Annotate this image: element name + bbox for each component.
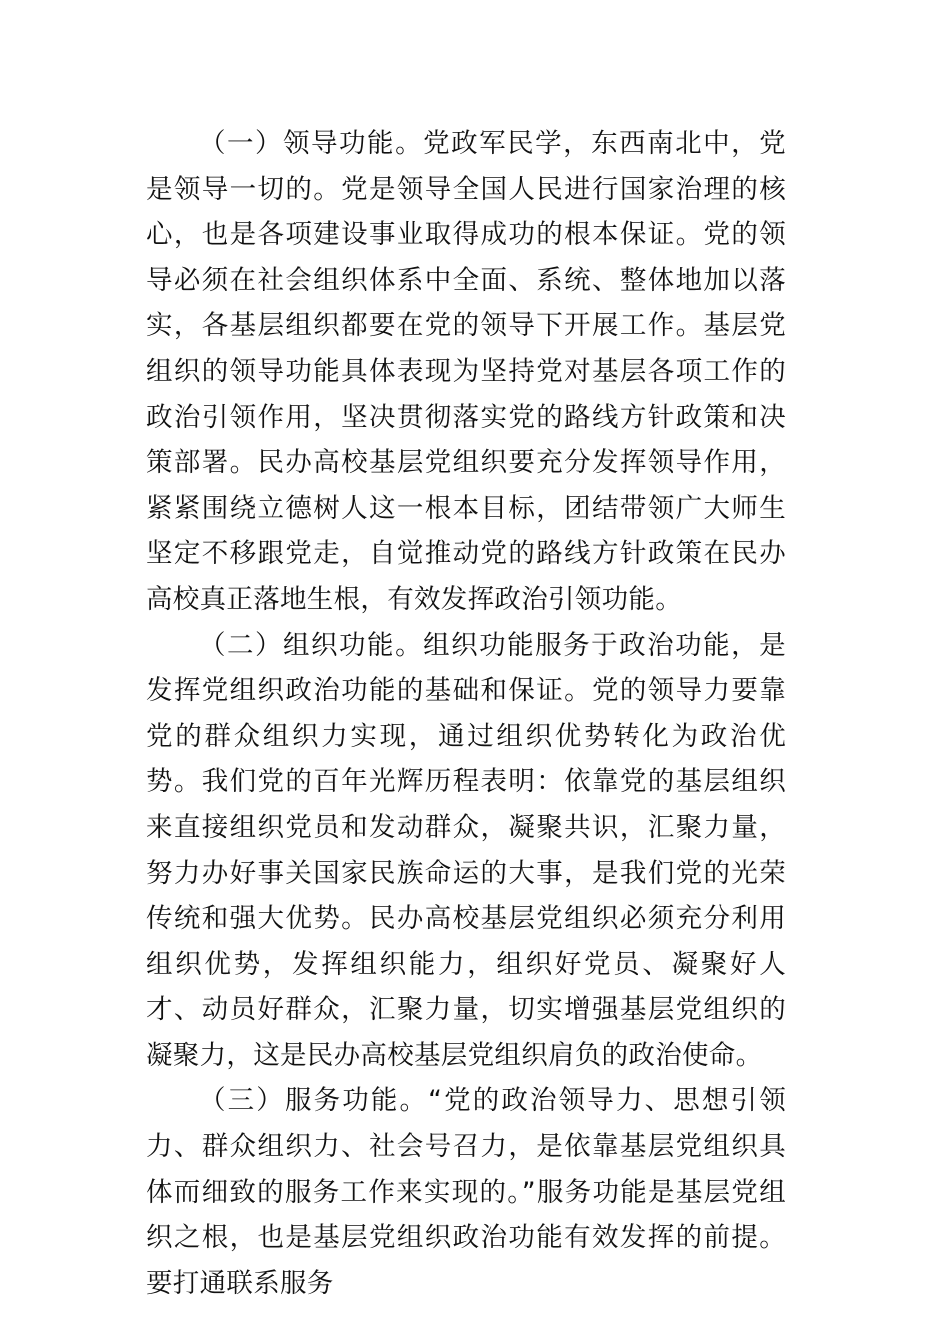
paragraph-organization-function: （二）组织功能。组织功能服务于政治功能，是发挥党组织政治功能的基础和保证。党的领导力要靠党的群众组织力实现，通过组织优势转化为政治优势。我们党的百年光辉历程表明：依靠党的基层组织来直接组织党员和发动群众，凝聚共识，汇聚力量，努力办好事关国家民族命运的大事，是我们党的光荣传统和强大优势。民办高校基层党组织必须充分利用组织优势，发挥组织能力，组织好党员、凝聚好人才、动员好群众，汇聚力量，切实增强基层党组织的凝聚力，这是民办高校基层党组织肩负的政治使命。 (146, 629, 786, 1071)
body-text (146, 121, 786, 1306)
paragraph-service-function: （三）服务功能。“党的政治领导力、思想引领力、群众组织力、社会号召力，是依靠基层党组织具体而细致的服务工作来实现的。”服务功能是基层党组织之根，也是基层党组织政治功能有效发挥的前提。要打通联系服务 (146, 1085, 786, 1299)
paragraph-leadership-function: （一）领导功能。党政军民学，东西南北中，党是领导一切的。党是领导全国人民进行国家治理的核心，也是各项建设事业取得成功的根本保证。党的领导必须在社会组织体系中全面、系统、整体地加以落实，各基层组织都要在党的领导下开展工作。基层党组织的领导功能具体表现为坚持党对基层各项工作的政治引领作用，坚决贯彻落实党的路线方针政策和决策部署。民办高校基层党组织要充分发挥领导作用，紧紧围绕立德树人这一根本目标，团结带领广大师生坚定不移跟党走，自觉推动党的路线方针政策在民办高校真正落地生根，有效发挥政治引领功能。 (146, 128, 786, 615)
